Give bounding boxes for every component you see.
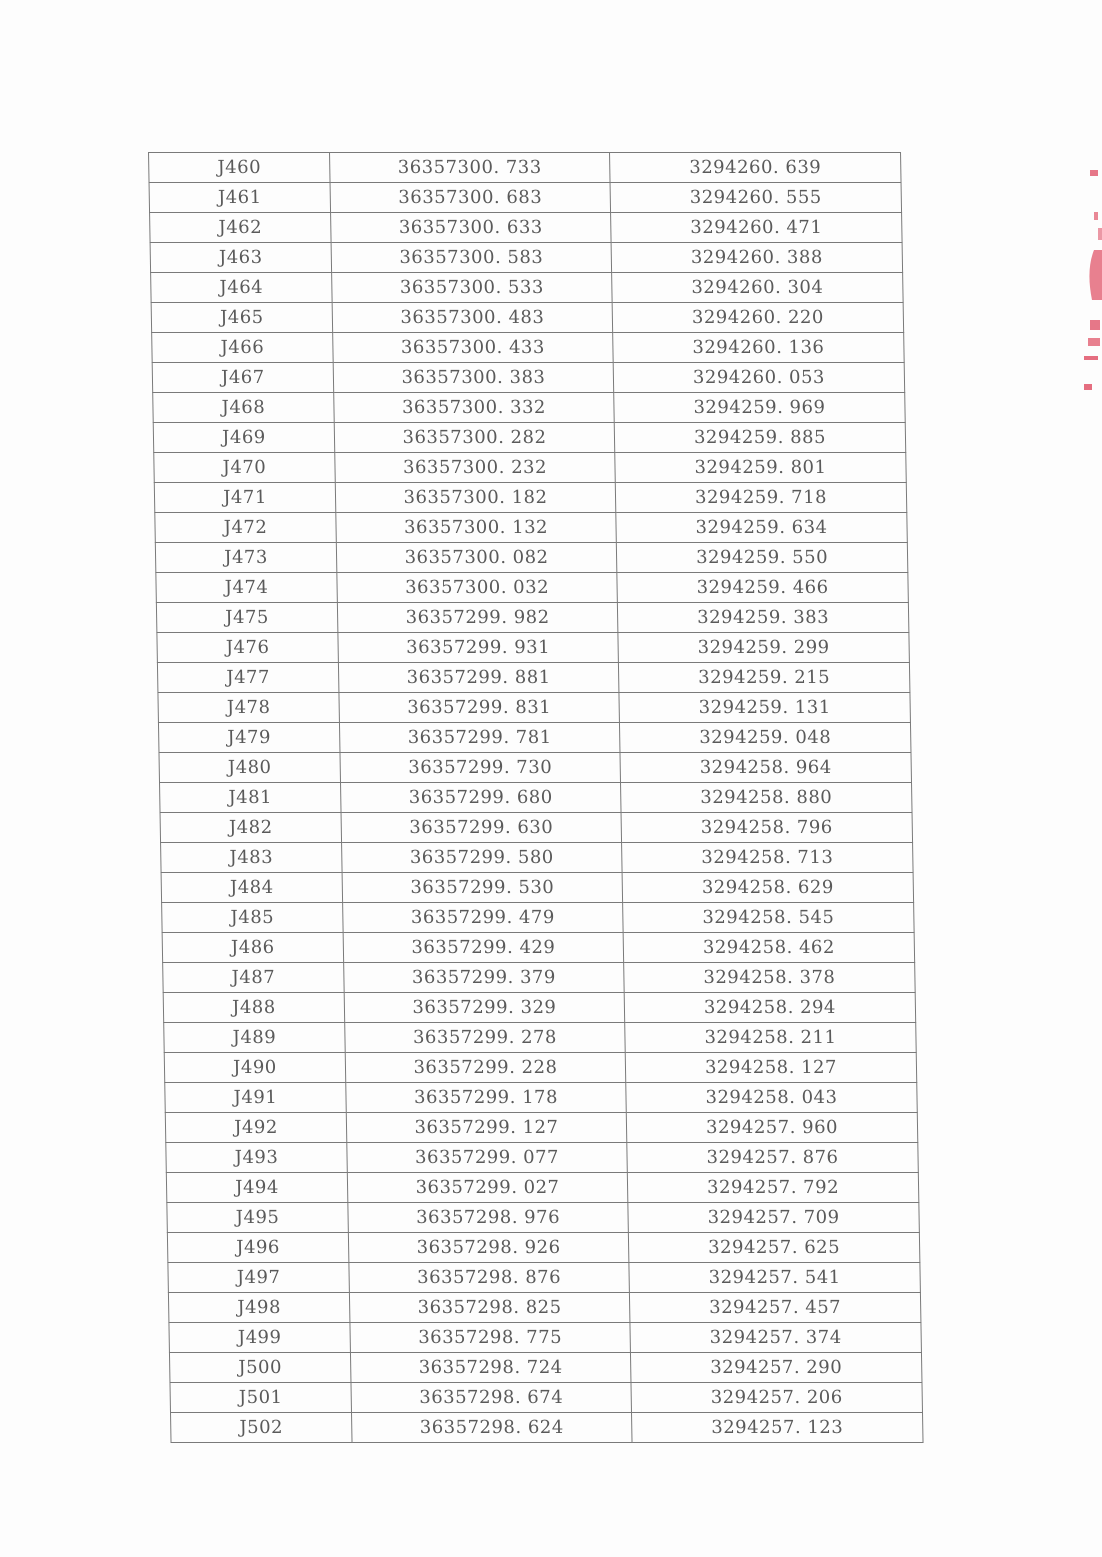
table-row [158, 723, 911, 753]
table-row [168, 1263, 921, 1293]
y-coordinate-cell: 3294259. 131 [619, 693, 911, 723]
x-coordinate-cell: 36357299. 027 [347, 1173, 628, 1203]
x-coordinate-cell: 36357299. 730 [340, 753, 621, 783]
y-coordinate-cell: 3294258. 294 [624, 993, 916, 1023]
y-coordinate-cell: 3294259. 550 [616, 543, 908, 573]
y-coordinate-cell: 3294260. 471 [611, 213, 903, 243]
x-coordinate-cell: 36357300. 433 [333, 333, 614, 363]
y-coordinate-cell: 3294258. 796 [621, 813, 913, 843]
point-id-cell: J464 [151, 273, 333, 303]
x-coordinate-cell: 36357298. 775 [350, 1323, 631, 1353]
x-coordinate-cell: 36357300. 132 [336, 513, 617, 543]
x-coordinate-cell: 36357299. 479 [343, 903, 624, 933]
y-coordinate-cell: 3294257. 625 [628, 1233, 920, 1263]
table-row [154, 453, 907, 483]
x-coordinate-cell: 36357300. 533 [332, 273, 613, 303]
table-row [152, 363, 905, 393]
y-coordinate-cell: 3294257. 206 [631, 1383, 923, 1413]
table-row [156, 603, 909, 633]
point-id-cell: J497 [168, 1263, 350, 1293]
table-row [167, 1203, 920, 1233]
point-id-cell: J478 [158, 693, 340, 723]
x-coordinate-cell: 36357300. 232 [335, 453, 616, 483]
point-id-cell: J460 [149, 153, 331, 183]
table-row [150, 213, 903, 243]
y-coordinate-cell: 3294257. 541 [629, 1263, 921, 1293]
x-coordinate-cell: 36357298. 825 [349, 1293, 630, 1323]
x-coordinate-cell: 36357298. 976 [348, 1203, 629, 1233]
table-row [157, 633, 910, 663]
x-coordinate-cell: 36357299. 077 [347, 1143, 628, 1173]
x-coordinate-cell: 36357299. 127 [346, 1113, 627, 1143]
table-row [158, 693, 911, 723]
table-row [163, 993, 916, 1023]
x-coordinate-cell: 36357299. 178 [346, 1083, 627, 1113]
x-coordinate-cell: 36357299. 881 [338, 663, 619, 693]
y-coordinate-cell: 3294259. 969 [614, 393, 906, 423]
table-row [157, 663, 910, 693]
table-row [165, 1113, 918, 1143]
y-coordinate-cell: 3294257. 960 [626, 1113, 918, 1143]
point-id-cell: J496 [167, 1233, 349, 1263]
point-id-cell: J480 [159, 753, 341, 783]
x-coordinate-cell: 36357300. 733 [330, 153, 611, 183]
table-row [154, 483, 907, 513]
x-coordinate-cell: 36357300. 633 [331, 213, 612, 243]
point-id-cell: J485 [162, 903, 344, 933]
y-coordinate-cell: 3294259. 718 [615, 483, 907, 513]
table-row [149, 183, 902, 213]
x-coordinate-cell: 36357299. 831 [339, 693, 620, 723]
y-coordinate-cell: 3294258. 127 [625, 1053, 917, 1083]
point-id-cell: J466 [152, 333, 334, 363]
point-id-cell: J501 [170, 1383, 352, 1413]
point-id-cell: J462 [150, 213, 332, 243]
point-id-cell: J479 [158, 723, 340, 753]
table-row [169, 1323, 922, 1353]
point-id-cell: J476 [157, 633, 339, 663]
table-row [150, 243, 903, 273]
x-coordinate-cell: 36357298. 876 [349, 1263, 630, 1293]
table-row [165, 1083, 918, 1113]
x-coordinate-cell: 36357299. 429 [343, 933, 624, 963]
point-id-cell: J472 [155, 513, 337, 543]
table-row [164, 1023, 917, 1053]
table-row [161, 873, 914, 903]
point-id-cell: J490 [164, 1053, 346, 1083]
y-coordinate-cell: 3294260. 220 [612, 303, 904, 333]
y-coordinate-cell: 3294258. 462 [623, 933, 915, 963]
y-coordinate-cell: 3294257. 792 [627, 1173, 919, 1203]
y-coordinate-cell: 3294258. 880 [621, 783, 913, 813]
y-coordinate-cell: 3294257. 290 [630, 1353, 922, 1383]
point-id-cell: J499 [169, 1323, 351, 1353]
x-coordinate-cell: 36357300. 032 [337, 573, 618, 603]
y-coordinate-cell: 3294259. 634 [616, 513, 908, 543]
y-coordinate-cell: 3294258. 545 [623, 903, 915, 933]
x-coordinate-cell: 36357298. 624 [352, 1413, 633, 1443]
point-id-cell: J495 [167, 1203, 349, 1233]
table-row [151, 273, 904, 303]
coordinate-table-body [149, 153, 924, 1443]
table-row [151, 303, 904, 333]
y-coordinate-cell: 3294258. 211 [625, 1023, 917, 1053]
y-coordinate-cell: 3294257. 876 [627, 1143, 919, 1173]
x-coordinate-cell: 36357300. 583 [331, 243, 612, 273]
point-id-cell: J491 [165, 1083, 347, 1113]
point-id-cell: J463 [150, 243, 332, 273]
table-row [162, 933, 915, 963]
point-id-cell: J481 [160, 783, 342, 813]
table-row [166, 1173, 919, 1203]
y-coordinate-cell: 3294259. 299 [618, 633, 910, 663]
point-id-cell: J488 [163, 993, 345, 1023]
point-id-cell: J469 [153, 423, 335, 453]
point-id-cell: J471 [154, 483, 336, 513]
red-seal-fragment [1072, 160, 1102, 400]
point-id-cell: J482 [160, 813, 342, 843]
x-coordinate-cell: 36357298. 926 [348, 1233, 629, 1263]
table-row [171, 1413, 924, 1443]
x-coordinate-cell: 36357299. 278 [345, 1023, 626, 1053]
y-coordinate-cell: 3294259. 383 [617, 603, 909, 633]
y-coordinate-cell: 3294258. 378 [624, 963, 916, 993]
point-id-cell: J474 [156, 573, 338, 603]
point-id-cell: J498 [168, 1293, 350, 1323]
x-coordinate-cell: 36357299. 530 [342, 873, 623, 903]
point-id-cell: J500 [169, 1353, 351, 1383]
table-row [166, 1143, 919, 1173]
point-id-cell: J468 [153, 393, 335, 423]
y-coordinate-cell: 3294260. 053 [613, 363, 905, 393]
y-coordinate-cell: 3294259. 801 [615, 453, 907, 483]
x-coordinate-cell: 36357299. 931 [338, 633, 619, 663]
point-id-cell: J486 [162, 933, 344, 963]
table-row [152, 333, 905, 363]
table-row [155, 543, 908, 573]
table-row [156, 573, 909, 603]
x-coordinate-cell: 36357300. 332 [334, 393, 615, 423]
table-row [164, 1053, 917, 1083]
point-id-cell: J489 [164, 1023, 346, 1053]
table-row [149, 153, 902, 183]
y-coordinate-cell: 3294257. 457 [629, 1293, 921, 1323]
table-row [153, 393, 906, 423]
x-coordinate-cell: 36357299. 982 [337, 603, 618, 633]
x-coordinate-cell: 36357299. 781 [339, 723, 620, 753]
point-id-cell: J484 [161, 873, 343, 903]
x-coordinate-cell: 36357299. 228 [345, 1053, 626, 1083]
x-coordinate-cell: 36357300. 483 [332, 303, 613, 333]
y-coordinate-cell: 3294260. 639 [610, 153, 902, 183]
y-coordinate-cell: 3294257. 374 [630, 1323, 922, 1353]
x-coordinate-cell: 36357300. 182 [335, 483, 616, 513]
y-coordinate-cell: 3294257. 709 [628, 1203, 920, 1233]
y-coordinate-cell: 3294258. 713 [622, 843, 914, 873]
point-id-cell: J493 [166, 1143, 348, 1173]
y-coordinate-cell: 3294260. 304 [612, 273, 904, 303]
table-row [161, 843, 914, 873]
point-id-cell: J473 [155, 543, 337, 573]
y-coordinate-cell: 3294260. 388 [611, 243, 903, 273]
point-id-cell: J487 [163, 963, 345, 993]
y-coordinate-cell: 3294258. 629 [622, 873, 914, 903]
y-coordinate-cell: 3294259. 466 [617, 573, 909, 603]
y-coordinate-cell: 3294258. 043 [626, 1083, 918, 1113]
table-row [160, 783, 913, 813]
point-id-cell: J494 [166, 1173, 348, 1203]
point-id-cell: J502 [171, 1413, 353, 1443]
x-coordinate-cell: 36357298. 674 [351, 1383, 632, 1413]
table-row [153, 423, 906, 453]
x-coordinate-cell: 36357300. 683 [330, 183, 611, 213]
table-row [155, 513, 908, 543]
table-row [160, 813, 913, 843]
table-row [163, 963, 916, 993]
x-coordinate-cell: 36357299. 329 [344, 993, 625, 1023]
table-row [162, 903, 915, 933]
point-id-cell: J467 [152, 363, 334, 393]
table-row [167, 1233, 920, 1263]
point-id-cell: J483 [161, 843, 343, 873]
table-row [169, 1353, 922, 1383]
table-row [159, 753, 912, 783]
x-coordinate-cell: 36357299. 630 [341, 813, 622, 843]
point-id-cell: J475 [156, 603, 338, 633]
point-id-cell: J465 [151, 303, 333, 333]
y-coordinate-cell: 3294259. 048 [619, 723, 911, 753]
y-coordinate-cell: 3294259. 885 [614, 423, 906, 453]
point-id-cell: J470 [154, 453, 336, 483]
x-coordinate-cell: 36357300. 282 [334, 423, 615, 453]
y-coordinate-cell: 3294260. 555 [610, 183, 902, 213]
x-coordinate-cell: 36357298. 724 [350, 1353, 631, 1383]
coordinate-table [148, 152, 924, 1443]
point-id-cell: J492 [165, 1113, 347, 1143]
table-row [170, 1383, 923, 1413]
x-coordinate-cell: 36357299. 580 [342, 843, 623, 873]
point-id-cell: J461 [149, 183, 331, 213]
y-coordinate-cell: 3294257. 123 [632, 1413, 924, 1443]
x-coordinate-cell: 36357299. 680 [341, 783, 622, 813]
y-coordinate-cell: 3294258. 964 [620, 753, 912, 783]
x-coordinate-cell: 36357300. 383 [333, 363, 614, 393]
y-coordinate-cell: 3294259. 215 [618, 663, 910, 693]
x-coordinate-cell: 36357299. 379 [344, 963, 625, 993]
table-row [168, 1293, 921, 1323]
point-id-cell: J477 [157, 663, 339, 693]
x-coordinate-cell: 36357300. 082 [336, 543, 617, 573]
y-coordinate-cell: 3294260. 136 [613, 333, 905, 363]
